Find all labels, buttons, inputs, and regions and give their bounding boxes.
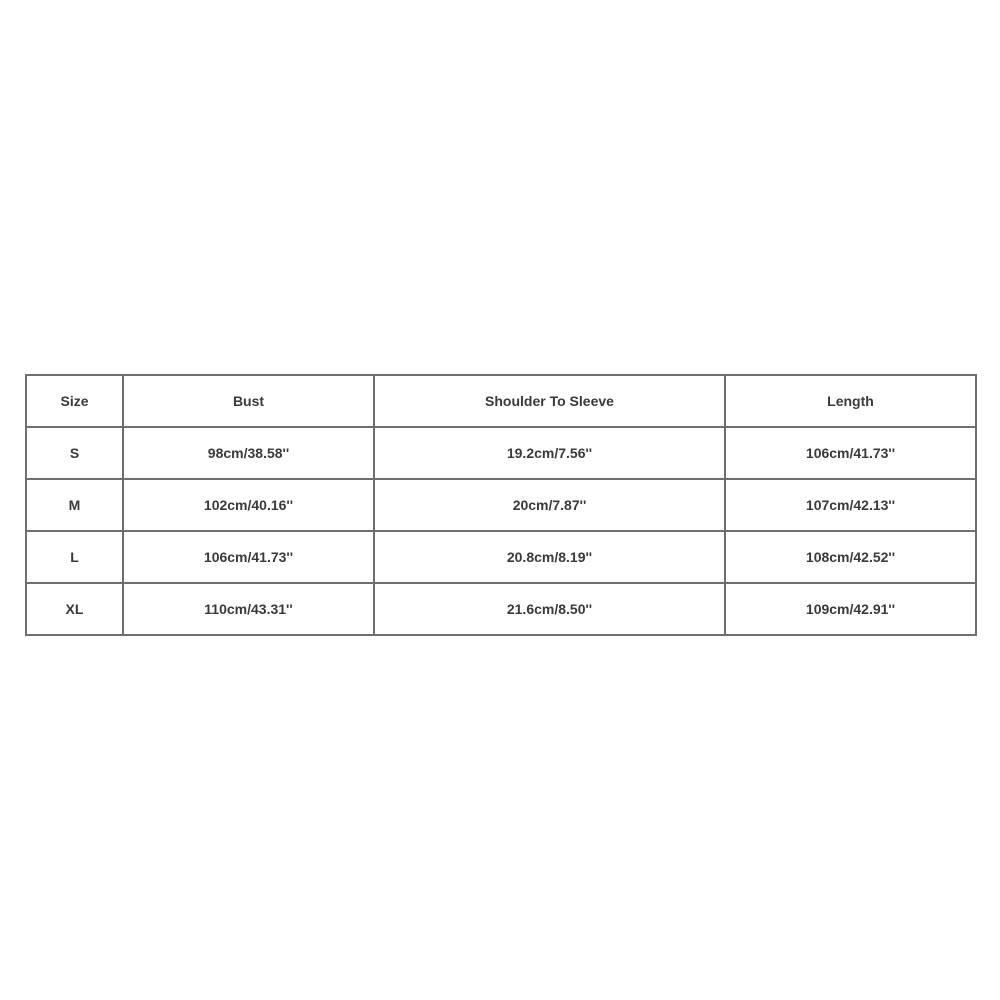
table-row (26, 479, 976, 531)
cell-size: XL (26, 583, 123, 635)
header-bust: Bust (123, 375, 374, 427)
table-row (26, 531, 976, 583)
header-shoulder-to-sleeve: Shoulder To Sleeve (374, 375, 725, 427)
cell-shoulder-to-sleeve: 20.8cm/8.19'' (374, 531, 725, 583)
header-size: Size (26, 375, 123, 427)
cell-shoulder-to-sleeve: 21.6cm/8.50'' (374, 583, 725, 635)
cell-bust: 106cm/41.73'' (123, 531, 374, 583)
cell-bust: 102cm/40.16'' (123, 479, 374, 531)
cell-size: L (26, 531, 123, 583)
table-header-row (26, 375, 976, 427)
cell-bust: 98cm/38.58'' (123, 427, 374, 479)
cell-length: 109cm/42.91'' (725, 583, 976, 635)
cell-size: S (26, 427, 123, 479)
cell-length: 108cm/42.52'' (725, 531, 976, 583)
cell-shoulder-to-sleeve: 19.2cm/7.56'' (374, 427, 725, 479)
header-length: Length (725, 375, 976, 427)
cell-size: M (26, 479, 123, 531)
table-row (26, 583, 976, 635)
cell-bust: 110cm/43.31'' (123, 583, 374, 635)
cell-length: 107cm/42.13'' (725, 479, 976, 531)
table-row (26, 427, 976, 479)
size-chart-table (25, 374, 977, 636)
cell-length: 106cm/41.73'' (725, 427, 976, 479)
cell-shoulder-to-sleeve: 20cm/7.87'' (374, 479, 725, 531)
